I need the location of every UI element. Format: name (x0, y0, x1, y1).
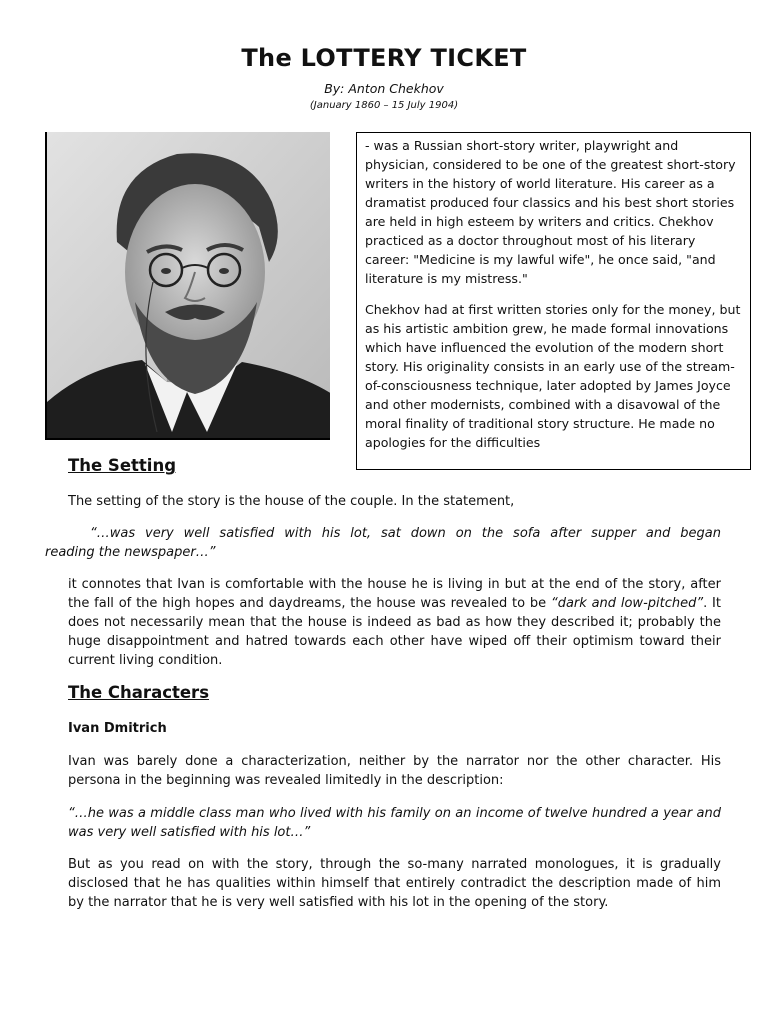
author-dates: (January 1860 – 15 July 1904) (309, 100, 459, 111)
character-paragraph (68, 752, 721, 790)
character-quote (68, 804, 721, 842)
biography-box (356, 132, 751, 470)
character-paragraph-text: But as you read on with the story, through the so-many narrated monologues, it is gradually disclosed that he has qualities within himself that entirely contradict the description made of him by the narrator that he is very well satisfied with his lot in the opening of the story. (68, 857, 721, 910)
setting-body (68, 575, 721, 670)
author-portrait (45, 132, 330, 440)
setting-quote-line: reading the newspaper…” (45, 545, 216, 560)
character-quote-text: “…he was a middle class man who lived with his family on an income of twelve hundred a year and was very well satisfied with his lot…” (68, 806, 721, 840)
character-name: Ivan Dmitrich (68, 721, 167, 736)
character-paragraph-text: Ivan was barely done a characterization, neither by the narrator nor the other character. His persona in the beginning was revealed limitedly in the description: (68, 754, 721, 788)
biography-paragraph: Chekhov had at first written stories only for the money, but as his artistic ambition grew, he made formal innovations which have influenced the evolution of the modern short story. His originality consists in an early use of the stream-of-consciousness technique, later adopted by James Joyce and other modernists, combined with a disavowal of the moral finality of traditional story structure. He made no apologies for the difficulties (365, 302, 741, 450)
author-byline: By: Anton Chekhov (324, 81, 444, 96)
setting-body-text (68, 575, 721, 670)
setting-body-before: it connotes that Ivan is comfortable with the house he is living in but at the end of the story, after the fall of the high hopes and daydreams, the house was revealed to be (68, 577, 721, 611)
section-heading-setting: The Setting (68, 456, 176, 475)
setting-quote (45, 524, 721, 562)
setting-intro-text: The setting of the story is the house of the couple. In the statement, (68, 494, 515, 509)
biography-paragraph: - was a Russian short-story writer, playwright and physician, considered to be one of the greatest short-story writers in the history of world literature. His career as a dramatist produced four classics and his best short stories are held in high esteem by writers and critics. Chekhov practiced as a doctor throughout most of his literary career: "Medicine is my lawful wife", he once said, "and literature is my mistress." (365, 138, 736, 286)
setting-intro (68, 492, 721, 511)
document-title: The LOTTERY TICKET (241, 44, 527, 72)
setting-body-quote: “dark and low-pitched” (550, 596, 704, 611)
section-heading-characters: The Characters (68, 683, 210, 702)
setting-body-after: . It does not necessarily mean that the house is indeed as bad as how they described it; probably the huge disappointment and hatred towards each other have wiped off their optimism toward their current living condition. (68, 596, 721, 668)
setting-quote-line: “…was very well satisfied with his lot, sat down on the sofa after supper and began (90, 526, 721, 541)
character-paragraph (68, 855, 721, 912)
